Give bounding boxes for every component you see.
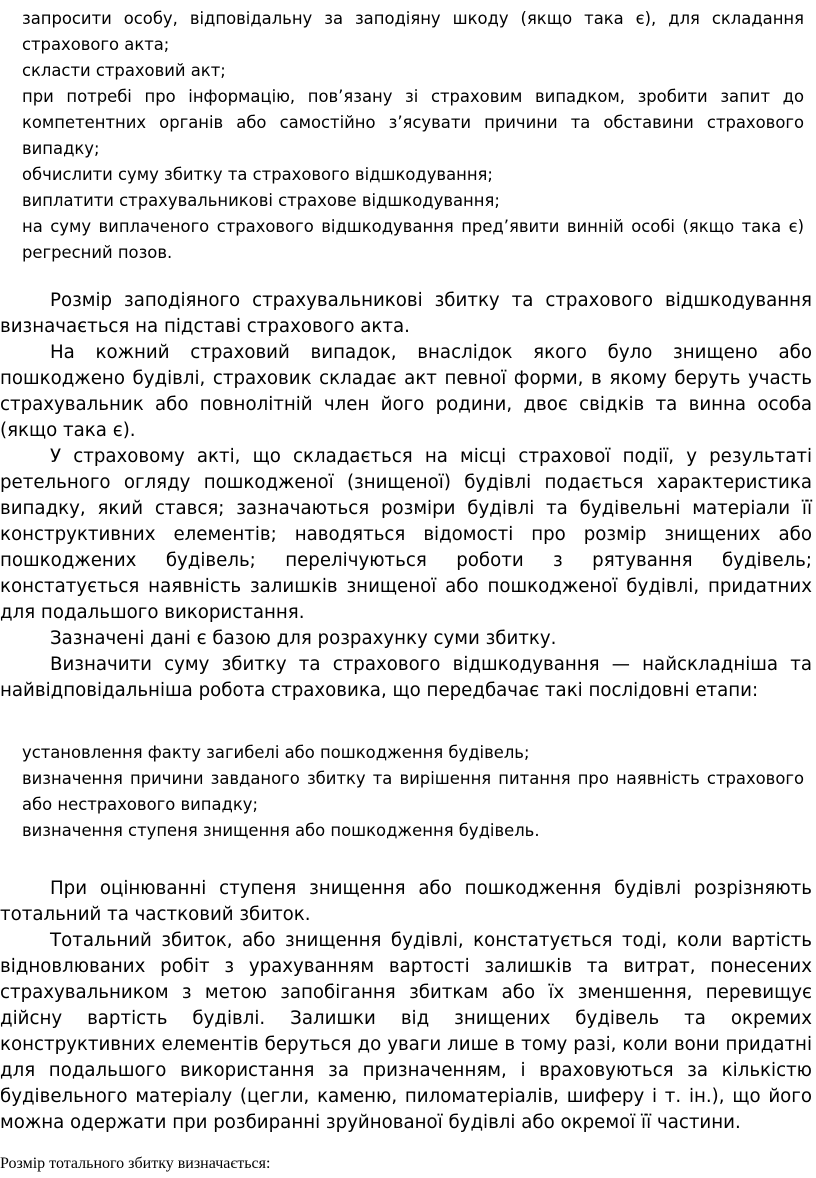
paragraph: Тотальний збиток, або знищення будівлі, констатується тоді, коли вартість відновлюваних робіт з урахуванням вартості залишків та витрат, понесених страхувальником з метою запобігання збиткам або їх зменшення, перевищує дійсну вартість будівлі. Залишки від знищених будівель та окремих конструктивних елементів беруться до уваги лише в тому разі, коли вони придатні для подальшого використання за призначенням, і враховуються за кількістю будівельного матеріалу (цегли, каменю, пиломатеріалів, шиферу і т. ін.), що його можна одержати при розбиранні зруйнованої будівлі або окремої її частини. (0, 930, 812, 1133)
body-text-section-1 (0, 288, 812, 704)
list-item: виплатити страхувальникові страхове відшкодування; (22, 191, 500, 210)
list-item: запросити особу, відповідальну за заподіяну шкоду (якщо така є), для складання страхового акта; (22, 9, 804, 54)
section-lead-in: Розмір тотального збитку визначається: (0, 1155, 271, 1172)
paragraph: На кожний страховий випадок, внаслідок якого було знищено або пошкоджено будівлі, страховик складає акт певної форми, в якому беруть участь страхувальник або повнолітній член його родини, двоє свідків та винна особа (якщо така є). (0, 342, 812, 441)
list-item: на суму виплаченого страхового відшкодування пред’явити винній особі (якщо така є) регресний позов. (22, 217, 804, 262)
list-item: установлення факту загибелі або пошкодження будівель; (22, 743, 530, 762)
list-item: при потребі про інформацію, пов’язану зі страховим випадком, зробити запит до компетентних органів або самостійно з’ясувати причини та обставини страхового випадку; (22, 87, 804, 158)
paragraph: Розмір заподіяного страхувальникові збитку та страхового відшкодування визначається на підставі страхового акта. (0, 290, 812, 337)
paragraph: У страховому акті, що складається на місці страхової події, у результаті ретельного огляду пошкодженої (знищеної) будівлі подається характеристика випадку, який стався; зазначаються розміри будівлі та будівельні матеріали її конструктивних елементів; наводяться відомості про розмір знищених або пошкоджених будівель; перелічуються роботи з рятування будівель; констатується наявність залишків знищеної або пошкодженої будівлі, придатних для подальшого використання. (0, 446, 812, 623)
body-text-section-2 (0, 876, 812, 1136)
paragraph: Зазначені дані є базою для розрахунку суми збитку. (50, 628, 557, 649)
list-item: обчислити суму збитку та страхового відшкодування; (22, 165, 493, 184)
paragraph: Визначити суму збитку та страхового відшкодування — найскладніша та найвідповідальніша робота страховика, що передбачає такі послідовні етапи: (0, 654, 812, 701)
insurer-duties-list (0, 6, 810, 266)
list-item: визначення ступеня знищення або пошкодження будівель. (22, 821, 540, 840)
list-item: визначення причини завданого збитку та вирішення питання про наявність страхового або нестрахового випадку; (22, 769, 804, 814)
stages-list (0, 740, 810, 844)
list-item: скласти страховий акт; (22, 61, 226, 80)
paragraph: При оцінюванні ступеня знищення або пошкодження будівлі розрізняють тотальний та частковий збиток. (0, 878, 812, 925)
